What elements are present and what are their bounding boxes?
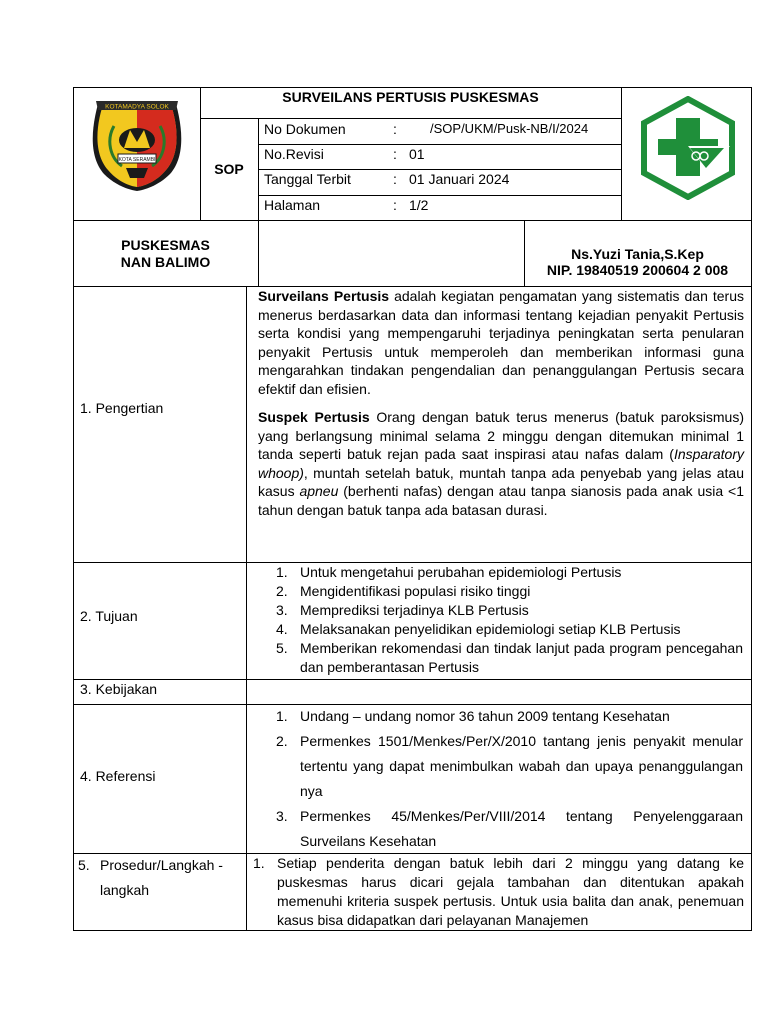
field-sep: : (393, 121, 397, 137)
section-label-prosedur-line2: langkah (100, 882, 150, 898)
list-item: 3. Memprediksi terjadinya KLB Pertusis (276, 602, 529, 618)
svg-text:KOTAMADYA SOLOK: KOTAMADYA SOLOK (105, 103, 169, 111)
list-item: 1. Untuk mengetahui perubahan epidemiologi Pertusis (276, 564, 622, 580)
field-label-no-dokumen: No Dokumen (264, 121, 346, 137)
field-label-tanggal-terbit: Tanggal Terbit (264, 171, 351, 187)
referensi-list (276, 704, 743, 854)
prosedur-list (253, 854, 744, 930)
pengertian-paragraph-2: Suspek Pertusis Orang dengan batuk terus menerus (batuk paroksismus) yang berlangsung minimal selama 2 minggu dengan ditemukan minimal 1 tanda seperti batuk rejan pada saat inspirasi atau nafas dalam (Insparatory whoop), muntah setelah batuk, muntah tanpa ada penyebab yang jelas atau kasus apneu (berhenti nafas) dengan atau tanpa sianosis pada anak usia <1 tahun dengan batuk tanpa ada batasan durasi. (258, 409, 744, 518)
field-value-halaman: 1/2 (409, 197, 429, 213)
org-name-line1: PUSKESMAS (121, 237, 210, 253)
list-item: 5. Memberikan rekomendasi dan tindak lanjut pada program pencegahan dan pemberantasan Pertusis (276, 640, 743, 675)
field-sep: : (393, 171, 397, 187)
signer-name: Ns.Yuzi Tania,S.Kep (571, 246, 704, 262)
pengertian-content (258, 287, 744, 519)
section-label-referensi: 4. Referensi (80, 768, 156, 784)
section-label-kebijakan: 3. Kebijakan (80, 681, 158, 697)
city-logo (86, 96, 188, 192)
field-label-halaman: Halaman (264, 197, 321, 213)
signer-nip: NIP. 19840519 200604 2 008 (546, 262, 729, 278)
list-item: 4. Melaksanakan penyelidikan epidemiologi setiap KLB Pertusis (276, 621, 681, 637)
section-label-tujuan: 2. Tujuan (80, 608, 138, 624)
field-value-no-revisi: 01 (409, 146, 425, 162)
list-item: 3. Permenkes 45/Menkes/Per/VIII/2014 tentang Penyelenggaraan Surveilans Kesehatan (276, 808, 743, 849)
field-label-no-revisi: No.Revisi (264, 146, 324, 162)
field-value-no-dokumen: /SOP/UKM/Pusk-NB/I/2024 (430, 121, 589, 136)
puskesmas-logo (638, 96, 738, 200)
prosedur-list-clip (250, 854, 746, 930)
field-sep: : (393, 197, 397, 213)
tujuan-list (276, 563, 743, 677)
svg-text:KOTA SERAMBI: KOTA SERAMBI (118, 157, 156, 163)
section-label-prosedur-num: 5. (78, 857, 90, 873)
sop-label: SOP (214, 161, 244, 177)
field-sep: : (393, 146, 397, 162)
field-value-tanggal-terbit: 01 Januari 2024 (409, 171, 510, 187)
list-item: 1. Setiap penderita dengan batuk lebih dari 2 minggu yang datang ke puskesmas harus dicari gejala tambahan dan ditentukan apakah memenuhi kriteria suspek pertusis. Untuk usia balita dan anak, penemuan kasus bisa didapatkan dari pelayanan Manajemen (253, 855, 744, 928)
section-label-prosedur-line1: Prosedur/Langkah - (100, 857, 223, 873)
org-name-line2: NAN BALIMO (120, 254, 211, 270)
document-title: SURVEILANS PERTUSIS PUSKESMAS (282, 89, 539, 105)
list-item: 2. Permenkes 1501/Menkes/Per/X/2010 tantang jenis penyakit menular tertentu yang dapat menimbulkan wabah dan upaya penanggulangan nya (276, 733, 743, 799)
section-label-pengertian: 1. Pengertian (80, 400, 164, 416)
list-item: 1. Undang – undang nomor 36 tahun 2009 tentang Kesehatan (276, 708, 670, 724)
pengertian-paragraph-1: Surveilans Pertusis adalah kegiatan pengamatan yang sistematis dan terus menerus berdasarkan data dan informasi tentang kejadian penyakit Pertusis serta kondisi yang mempengaruhi terjadinya peningkatan serta penularan penyakit Pertusis untuk memperoleh dan memberikan informasi guna mengarahkan tindakan pengendalian dan penanggulangan Pertusis secara efektif dan efisien. (258, 288, 744, 397)
list-item: 2. Mengidentifikasi populasi risiko tinggi (276, 583, 531, 599)
